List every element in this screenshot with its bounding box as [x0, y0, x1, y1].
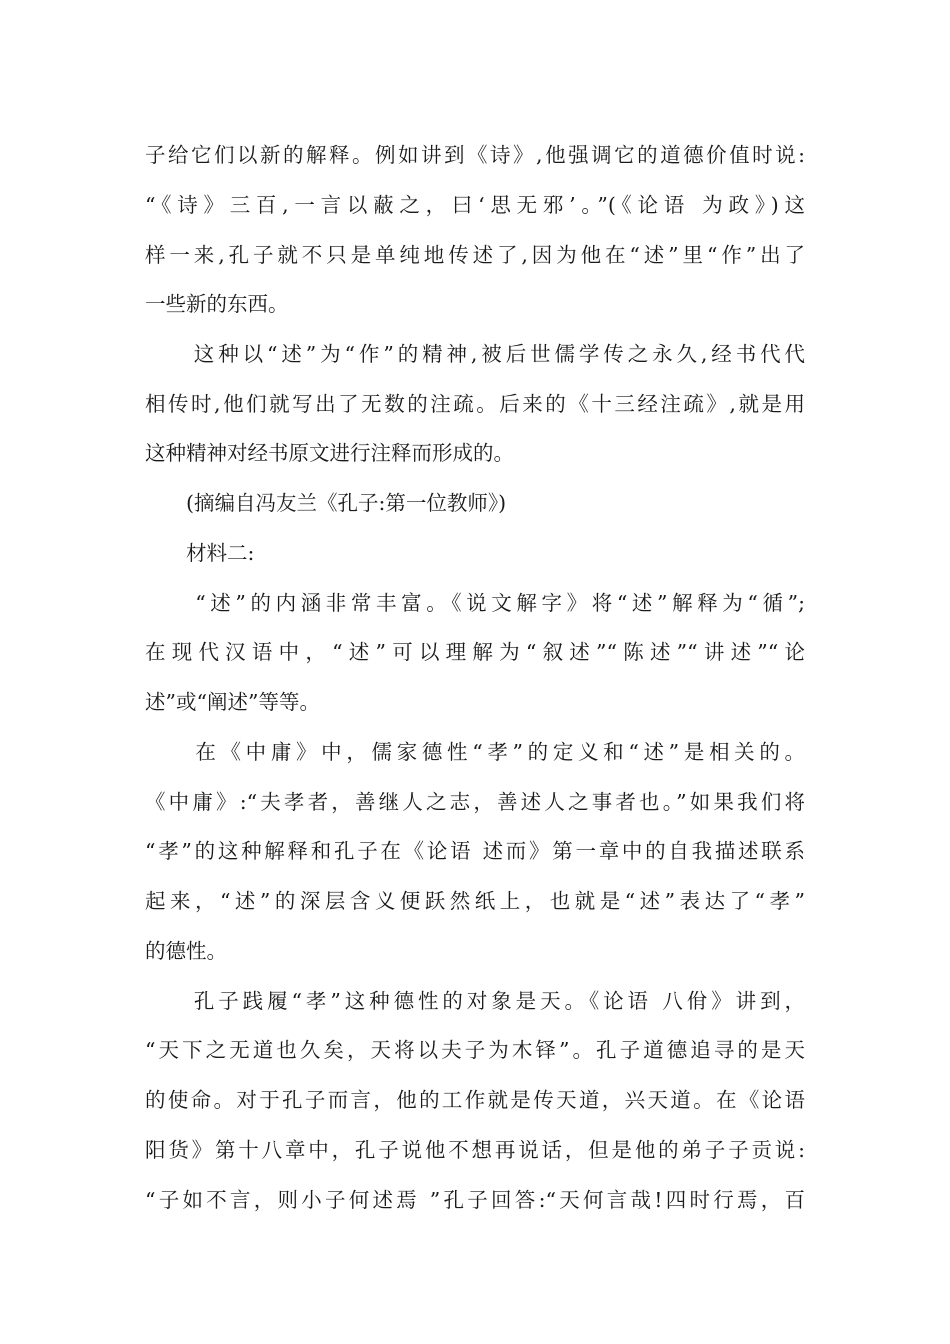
text-line: “子如不言，则小子何述焉 ”孔子回答:“天何言哉!四时行焉，百 — [145, 1188, 805, 1212]
text-line: “述”的内涵非常丰富。《说文解字》将“述”解释为“循”; — [145, 591, 805, 615]
text-line: 《中庸》:“夫孝者，善继人之志，善述人之事者也。”如果我们将 — [145, 790, 805, 814]
text-line: 相传时,他们就写出了无数的注疏。后来的《十三经注疏》,就是用 — [145, 392, 805, 416]
text-line: 孔子践履“孝”这种德性的对象是天。《论语 八佾》讲到， — [145, 989, 805, 1013]
text-line: 这种精神对经书原文进行注释而形成的。 — [145, 441, 514, 465]
text-line: 在《中庸》中，儒家德性“孝”的定义和“述”是相关的。 — [145, 740, 805, 764]
section-heading: 材料二: — [145, 541, 255, 565]
text-line: 样一来,孔子就不只是单纯地传述了,因为他在“述”里“作”出了 — [145, 243, 805, 267]
text-line: 在现代汉语中，“述”可以理解为“叙述”“陈述”“讲述”“论 — [145, 640, 805, 664]
text-line: 述”或“阐述”等等。 — [145, 690, 320, 714]
text-line: “孝”的这种解释和孔子在《论语 述而》第一章中的自我描述联系 — [145, 839, 805, 863]
text-line: 子给它们以新的解释。例如讲到《诗》,他强调它的道德价值时说: — [145, 143, 805, 167]
text-line: 这种以“述”为“作”的精神,被后世儒学传之永久,经书代代 — [145, 342, 805, 366]
text-line: “天下之无道也久矣，天将以夫子为木铎”。孔子道德追寻的是天 — [145, 1038, 805, 1062]
text-line: 阳货》第十八章中，孔子说他不想再说话，但是他的弟子子贡说: — [145, 1138, 805, 1162]
text-line: 起来，“述”的深层含义便跃然纸上，也就是“述”表达了“孝” — [145, 889, 805, 913]
source-citation: (摘编自冯友兰《孔子:第一位教师》) — [145, 491, 507, 515]
text-line: “《诗》三百,一言以蔽之，曰‘思无邪’。”(《论语 为政》)这 — [145, 193, 805, 217]
text-line: 的使命。对于孔子而言，他的工作就是传天道，兴天道。在《论语 — [145, 1088, 805, 1112]
text-line: 的德性。 — [145, 939, 227, 963]
text-line: 一些新的东西。 — [145, 292, 289, 316]
